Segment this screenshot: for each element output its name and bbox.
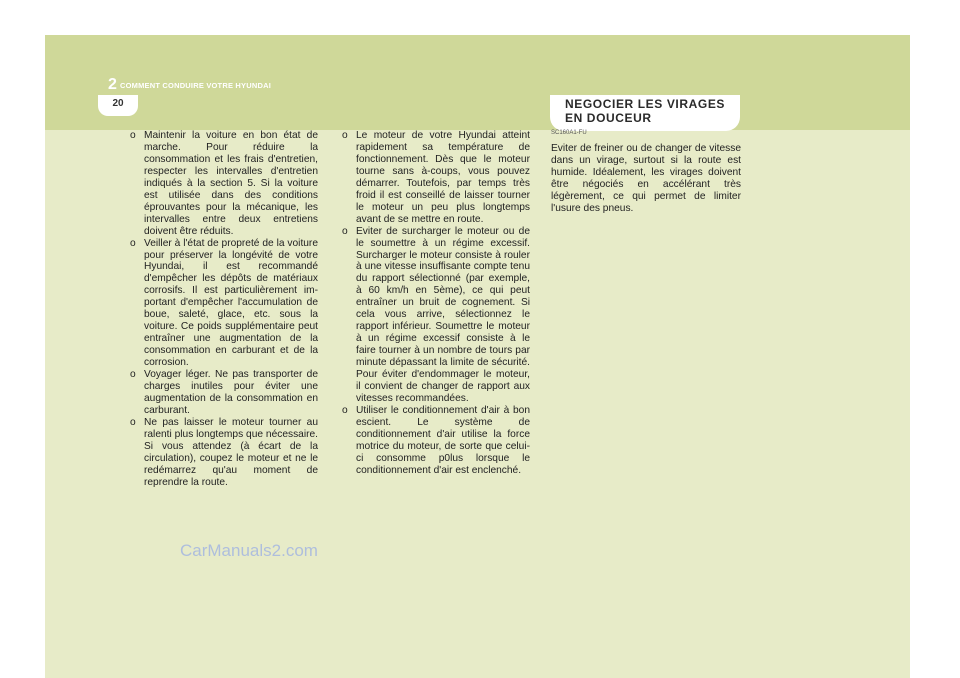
bullet-mark: o xyxy=(130,369,136,381)
section-body: Eviter de freiner ou de changer de vitesse dans un virage, surtout si la route est humide. Idéalement, les virages doivent être négociés en accélérant très légèrement, ce qui permet de limiter l'usure des pneus. xyxy=(551,143,741,214)
bullet-item xyxy=(342,130,530,226)
bullet-text: Utiliser le conditionnement d'air à bon escient. Le système de conditionnement d'air utilise la force motrice du moteur, de sorte que celui-ci consomme p0lus lorsque le conditionnement d'air est enclenché. xyxy=(356,404,530,476)
bullet-item xyxy=(130,369,318,417)
section-title-tab xyxy=(550,95,740,131)
bullet-text: Eviter de surcharger le moteur ou de le soumettre à un régime excessif. Surcharger le moteur consiste à rouler à une vitesse insuffisante compte tenu du rapport sélectionné (par exemple, à 60 km/h en 5ème), ce qui peut entraîner un bruit de cognement. Si cela vous arrive, sélectionnez le rapport inférieur. Soumettre le moteur à un régime excessif consiste à le faire tourner à un nombre de tours par minute dépassant la limite de sécurité. Pour éviter d'endommager le moteur, il convient de changer de rapport aux vitesses recommandées. xyxy=(356,225,530,404)
bullet-item xyxy=(130,238,318,369)
bullet-item xyxy=(342,405,530,477)
chapter-number: 2 xyxy=(108,76,117,93)
bullet-item xyxy=(342,226,530,405)
bullet-mark: o xyxy=(342,225,348,237)
bullet-text: Veiller à l'état de propreté de la voiture pour préserver la longévité de votre Hyundai, il est recommandé d'empêcher les dépôts de matériaux corrosifs. Il est particulièrement im-portant d'empêcher l'accumulation de boue, saleté, glace, etc. sous la voiture. Ce poids supplémentaire peut entraîner une augmentation de la consommation en carburant et de la corrosion. xyxy=(144,237,318,369)
bullet-text: Le moteur de votre Hyundai atteint rapidement sa température de fonctionnement. Dès que le moteur tourne sans à-coups, vous pouvez démarrer. Toutefois, par temps très froid il est conseillé de laisser tourner le moteur un peu plus longtemps avant de se mettre en route. xyxy=(356,130,530,225)
column-right xyxy=(551,130,741,215)
bullet-text: Voyager léger. Ne pas transporter de charges inutiles pour éviter une augmentation de la consommation en carburant. xyxy=(144,369,318,416)
bullet-mark: o xyxy=(342,130,348,141)
bullet-item xyxy=(130,417,318,489)
column-left xyxy=(130,130,318,489)
watermark-link[interactable]: CarManuals2.com xyxy=(180,541,318,560)
page-number: 20 xyxy=(112,98,124,109)
section-title: NEGOCIER LES VIRAGES EN DOUCEUR xyxy=(565,97,726,125)
chapter-title: COMMENT CONDUIRE VOTRE HYUNDAI xyxy=(120,81,272,90)
bullet-item xyxy=(130,130,318,238)
bullet-mark: o xyxy=(130,130,136,141)
bullet-mark: o xyxy=(342,404,348,416)
column-middle xyxy=(342,130,530,477)
bullet-text: Maintenir la voiture en bon état de marche. Pour réduire la consommation et les frais d'entretien, respecter les intervalles d'entretien indiqués à la section 5. Si la voiture est utilisée dans des conditions éprouvantes pour la mécanique, les intervalles entre deux entretiens doivent être réduits. xyxy=(144,130,318,237)
bullet-mark: o xyxy=(130,237,136,249)
bullet-text: Ne pas laisser le moteur tourner au ralenti plus longtemps que nécessaire. Si vous attendez (à écart de la circulation), coupez le moteur et ne le redémarrez qu'au moment de reprendre la route. xyxy=(144,416,318,488)
bullet-mark: o xyxy=(130,416,136,428)
page-number-tab xyxy=(98,95,138,116)
section-code: SC160A1-FU xyxy=(551,130,587,136)
